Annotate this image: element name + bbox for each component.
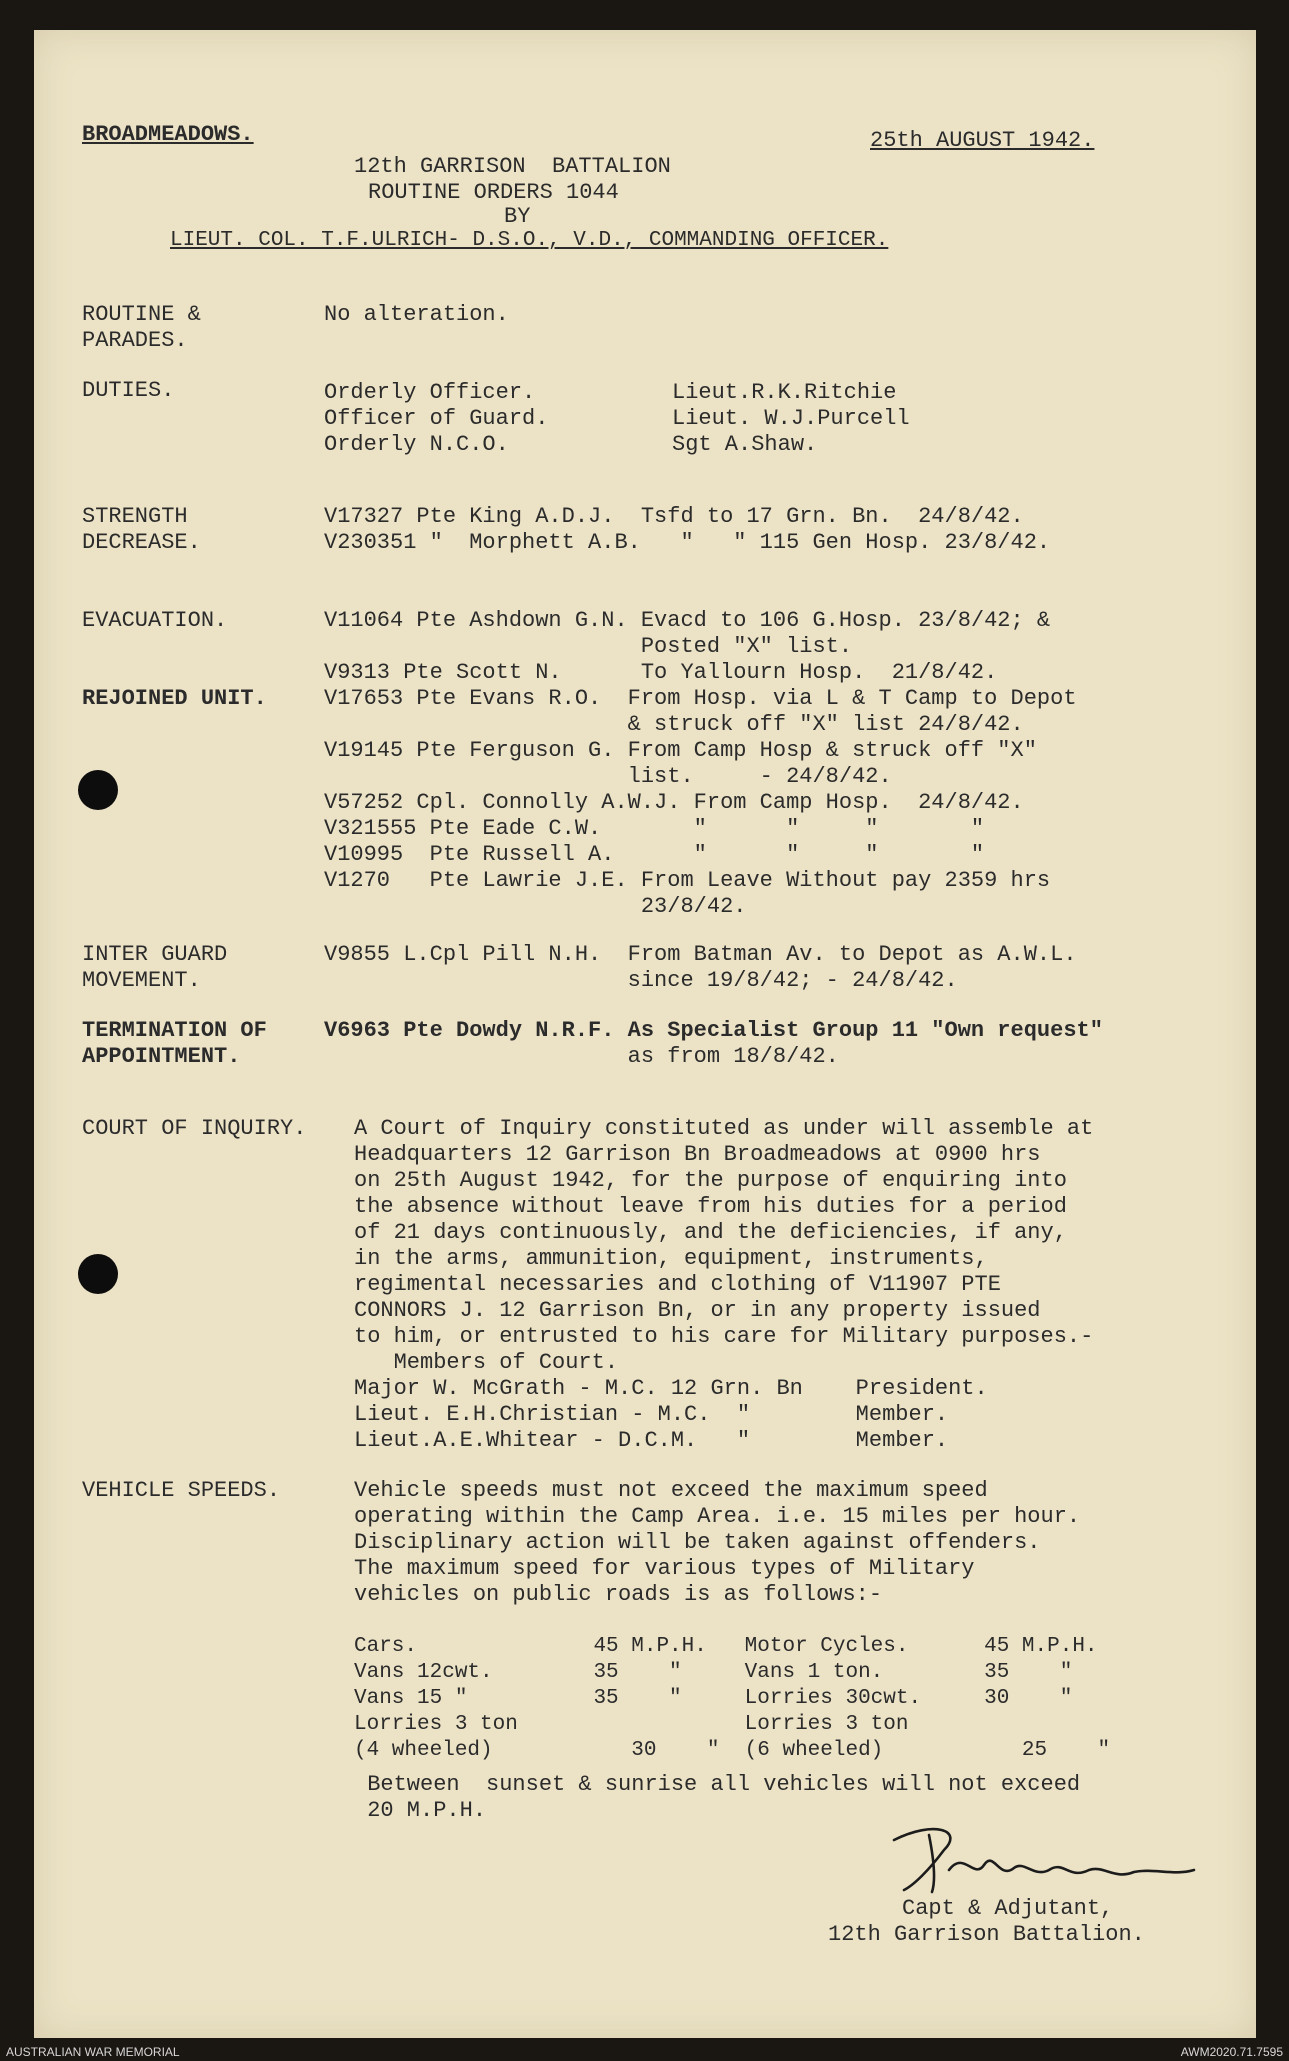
signature-unit: 12th Garrison Battalion. — [828, 1922, 1145, 1947]
strength-line: V230351 " Morphett A.B. " " 115 Gen Hosp. 23/8/42. — [324, 530, 1051, 555]
duty-name: Lieut. W.J.Purcell — [672, 406, 910, 431]
section-label-inter-guard-1: INTER GUARD — [82, 942, 228, 967]
rejoined-line: & struck off "X" list 24/8/42. — [324, 712, 1024, 737]
inter-guard-line: since 19/8/42; - 24/8/42. — [324, 968, 958, 993]
court-line: Lieut.A.E.Whitear - D.C.M. " Member. — [354, 1428, 949, 1453]
vehicle-line: The maximum speed for various types of Military — [354, 1556, 975, 1581]
rejoined-line: 23/8/42. — [324, 894, 747, 919]
signature-title: Capt & Adjutant, — [902, 1896, 1114, 1921]
signature-handwritten — [874, 1810, 1214, 1900]
court-line: Headquarters 12 Garrison Bn Broadmeadows at 0900 hrs — [354, 1142, 1041, 1167]
rejoined-line: list. - 24/8/42. — [324, 764, 892, 789]
duty-name: Sgt A.Shaw. — [672, 432, 818, 457]
court-line: CONNORS J. 12 Garrison Bn, or in any property issued — [354, 1298, 1041, 1323]
place-heading: BROADMEADOWS. — [82, 122, 254, 147]
rejoined-line: V57252 Cpl. Connolly A.W.J. From Camp Hosp. 24/8/42. — [324, 790, 1024, 815]
duty-role: Officer of Guard. — [324, 406, 549, 431]
vehicle-closing-line: Between sunset & sunrise all vehicles will not exceed — [354, 1772, 1081, 1797]
by-heading: BY — [504, 204, 531, 229]
section-label-routine-1: ROUTINE & — [82, 302, 201, 327]
vehicle-closing-line: 20 M.P.H. — [354, 1798, 487, 1823]
section-label-evacuation: EVACUATION. — [82, 608, 228, 633]
court-line: to him, or entrusted to his care for Military purposes.- — [354, 1324, 1094, 1349]
court-line: the absence without leave from his duties for a period — [354, 1194, 1067, 1219]
rejoined-line: V1270 Pte Lawrie J.E. From Leave Without pay 2359 hrs — [324, 868, 1051, 893]
court-line: regimental necessaries and clothing of V11907 PTE — [354, 1272, 1001, 1297]
rejoined-line: V17653 Pte Evans R.O. From Hosp. via L & T Camp to Depot — [324, 686, 1077, 711]
date-heading: 25th AUGUST 1942. — [870, 128, 1095, 153]
duty-role: Orderly N.C.O. — [324, 432, 509, 457]
termination-line: as from 18/8/42. — [324, 1044, 839, 1069]
duty-name: Lieut.R.K.Ritchie — [672, 380, 897, 405]
court-line: of 21 days continuously, and the deficiencies, if any, — [354, 1220, 1067, 1245]
vehicle-line: operating within the Camp Area. i.e. 15 miles per hour. — [354, 1504, 1081, 1529]
section-label-duties: DUTIES. — [82, 378, 175, 403]
inter-guard-line: V9855 L.Cpl Pill N.H. From Batman Av. to Depot as A.W.L. — [324, 942, 1077, 967]
vehicle-line: Disciplinary action will be taken against offenders. — [354, 1530, 1041, 1555]
court-line: A Court of Inquiry constituted as under will assemble at — [354, 1116, 1094, 1141]
section-label-termination-1: TERMINATION OF — [82, 1018, 267, 1043]
speed-table-row: Vans 12cwt. 35 " Vans 1 ton. 35 " — [354, 1661, 1073, 1684]
orders-heading: ROUTINE ORDERS 1044 — [368, 180, 619, 205]
speed-table-row: (4 wheeled) 30 " (6 wheeled) 25 " — [354, 1739, 1111, 1762]
evacuation-line: V9313 Pte Scott N. To Yallourn Hosp. 21/8/42. — [324, 660, 998, 685]
speed-table-row: Cars. 45 M.P.H. Motor Cycles. 45 M.P.H. — [354, 1635, 1098, 1658]
section-label-rejoined: REJOINED UNIT. — [82, 686, 267, 711]
section-label-strength-1: STRENGTH — [82, 504, 188, 529]
court-line: Lieut. E.H.Christian - M.C. " Member. — [354, 1402, 949, 1427]
termination-line: V6963 Pte Dowdy N.R.F. As Specialist Group 11 "Own request" — [324, 1018, 1103, 1043]
court-line: Major W. McGrath - M.C. 12 Grn. Bn President. — [354, 1376, 988, 1401]
court-line: on 25th August 1942, for the purpose of enquiring into — [354, 1168, 1067, 1193]
speed-table-row: Vans 15 " 35 " Lorries 30cwt. 30 " — [354, 1687, 1073, 1710]
section-label-termination-2: APPOINTMENT. — [82, 1044, 241, 1069]
vehicle-line: vehicles on public roads is as follows:- — [354, 1582, 883, 1607]
rejoined-line: V19145 Pte Ferguson G. From Camp Hosp & struck off "X" — [324, 738, 1037, 763]
rejoined-line: V10995 Pte Russell A. " " " " — [324, 842, 985, 867]
court-line: in the arms, ammunition, equipment, instruments, — [354, 1246, 988, 1271]
vehicle-line: Vehicle speeds must not exceed the maximum speed — [354, 1478, 988, 1503]
punch-hole — [78, 770, 118, 810]
punch-hole — [78, 1254, 118, 1294]
duty-role: Orderly Officer. — [324, 380, 536, 405]
footer-accession-number: AWM2020.71.7595 — [1180, 2045, 1283, 2059]
unit-heading: 12th GARRISON BATTALION — [354, 154, 671, 179]
section-label-inter-guard-2: MOVEMENT. — [82, 968, 201, 993]
evacuation-line: V11064 Pte Ashdown G.N. Evacd to 106 G.Hosp. 23/8/42; & — [324, 608, 1051, 633]
strength-line: V17327 Pte King A.D.J. Tsfd to 17 Grn. Bn. 24/8/42. — [324, 504, 1024, 529]
court-line: Members of Court. — [354, 1350, 619, 1375]
section-label-vehicle: VEHICLE SPEEDS. — [82, 1478, 281, 1503]
document-sheet — [34, 30, 1256, 2038]
section-label-routine-2: PARADES. — [82, 328, 188, 353]
rejoined-line: V321555 Pte Eade C.W. " " " " — [324, 816, 985, 841]
section-label-strength-2: DECREASE. — [82, 530, 201, 555]
footer-archive-name: AUSTRALIAN WAR MEMORIAL — [6, 2045, 180, 2059]
commanding-officer-heading: LIEUT. COL. T.F.ULRICH- D.S.O., V.D., COMMANDING OFFICER. — [170, 229, 889, 252]
speed-table-row: Lorries 3 ton Lorries 3 ton — [354, 1713, 909, 1736]
routine-text: No alteration. — [324, 302, 509, 327]
section-label-court: COURT OF INQUIRY. — [82, 1116, 307, 1141]
evacuation-line: Posted "X" list. — [324, 634, 853, 659]
